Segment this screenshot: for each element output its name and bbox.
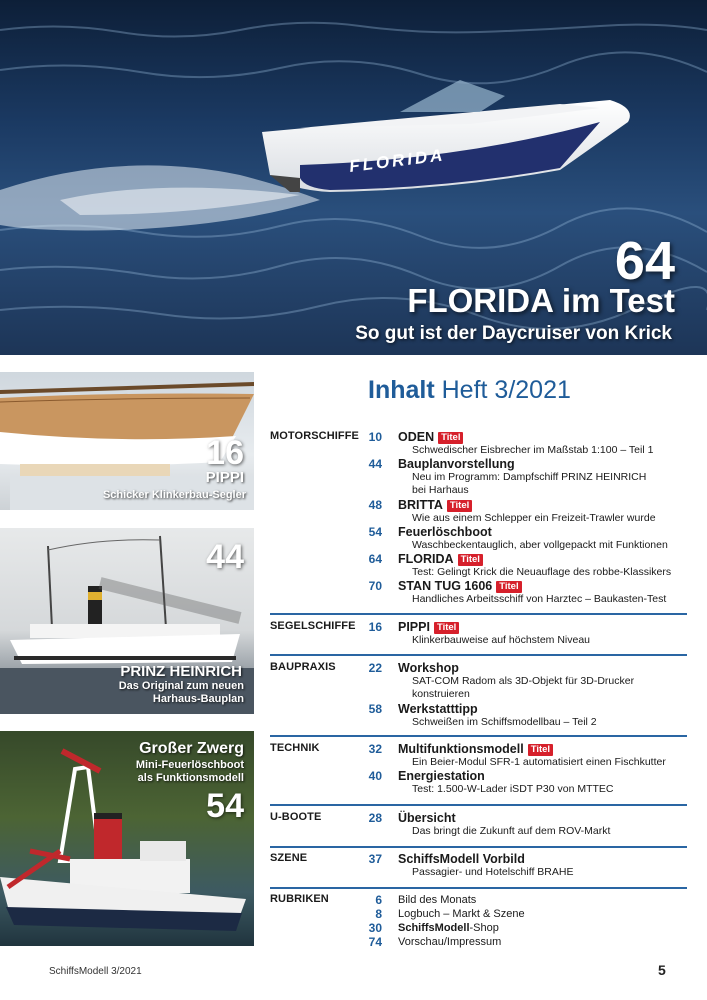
section-divider xyxy=(270,654,687,656)
teaser-title: Großer Zwerg xyxy=(139,740,244,757)
teaser-page-number: 44 xyxy=(206,538,244,576)
cover-story-subtitle: So gut ist der Daycruiser von Krick xyxy=(355,323,672,344)
teaser-title: PRINZ HEINRICH xyxy=(120,663,242,680)
teaser-subtitle: Schicker Klinkerbau-Segler xyxy=(102,489,246,501)
section-divider xyxy=(270,846,687,848)
title-badge: Titel xyxy=(434,622,459,634)
teaser-grosser-zwerg[interactable] xyxy=(0,731,254,946)
section-divider xyxy=(270,735,687,737)
teaser-pippi[interactable] xyxy=(0,372,254,510)
teaser-subtitle: Mini-Feuerlöschboot als Funktionsmodell xyxy=(135,759,244,784)
title-badge: Titel xyxy=(458,554,483,566)
title-badge: Titel xyxy=(447,500,472,512)
title-badge: Titel xyxy=(528,744,553,756)
title-badge: Titel xyxy=(438,432,463,444)
boat-name-text: FLORIDA xyxy=(348,145,447,176)
footer-page-number: 5 xyxy=(658,962,666,978)
teaser-title: PIPPI xyxy=(205,469,244,486)
cover-story-title: FLORIDA im Test xyxy=(407,282,675,319)
section-divider xyxy=(270,887,687,889)
section-category: U-BOOTE xyxy=(270,811,322,823)
cover-story-page-number: 64 xyxy=(614,231,675,291)
teaser-prinz-heinrich[interactable] xyxy=(0,528,254,714)
teaser-page-number: 16 xyxy=(206,434,244,472)
section-category: RUBRIKEN xyxy=(270,893,329,905)
section-divider xyxy=(270,804,687,806)
section-divider xyxy=(270,613,687,615)
section-category: TECHNIK xyxy=(270,742,320,754)
section-category: BAUPRAXIS xyxy=(270,661,336,673)
section-category: SZENE xyxy=(270,852,308,864)
teaser-page-number: 54 xyxy=(206,787,244,825)
teaser-subtitle: Das Original zum neuen Harhaus-Bauplan xyxy=(118,680,244,705)
section-category: MOTORSCHIFFE xyxy=(270,430,359,442)
section-category: SEGELSCHIFFE xyxy=(270,620,356,632)
title-badge: Titel xyxy=(496,581,521,593)
footer-magazine-issue: SchiffsModell 3/2021 xyxy=(49,966,142,977)
cover-hero-image xyxy=(0,0,707,355)
contents-heading: Inhalt Heft 3/2021 xyxy=(368,376,571,404)
